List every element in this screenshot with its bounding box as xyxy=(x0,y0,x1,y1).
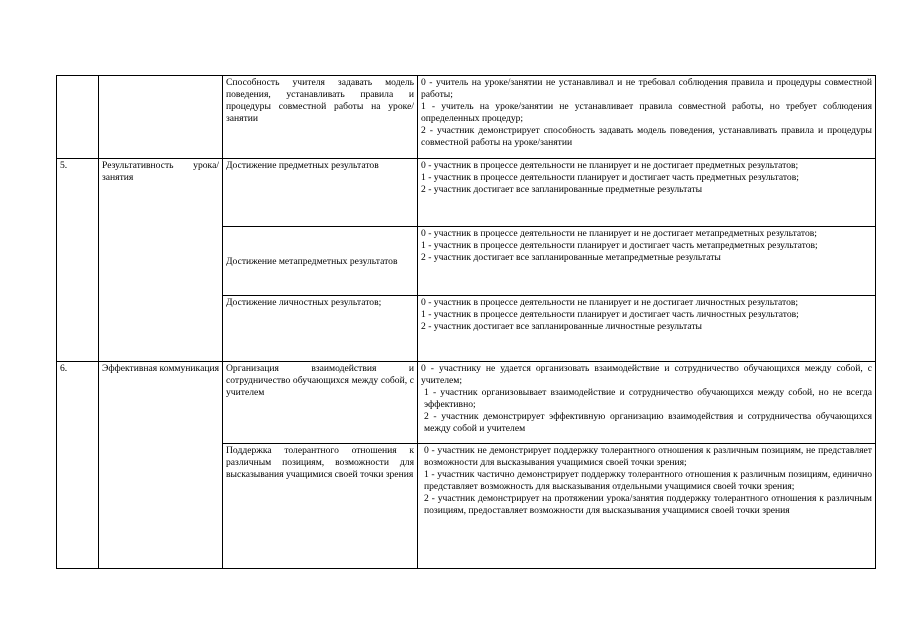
indicator-cell: Организация взаимодействия и сотрудничество обучающихся между собой, с учителем xyxy=(223,362,418,444)
level-2: 2 - участник достигает все запланированные личностные результаты xyxy=(421,321,702,332)
level-0: 0 - участник не демонстрирует поддержку толерантного отношения к различным позициям, не представляет возможности для высказывания учащимися своей точки зрения; xyxy=(424,445,872,468)
level-1: 1 - участник в процессе деятельности планирует и достигает часть метапредметных результатов; xyxy=(421,240,818,251)
level-2: 2 - участник демонстрирует эффективную организацию взаимодействия и сотрудничества обучающихся между собой и учителем xyxy=(424,411,872,434)
level-0: 0 - участник в процессе деятельности не планирует и не достигает личностных результатов; xyxy=(421,297,799,308)
level-2: 2 - участник достигает все запланированные предметные результаты xyxy=(421,184,703,195)
level-1: 1 - участник организовывает взаимодействие и сотрудничество обучающихся между собой, но не всегда эффективно; xyxy=(424,387,872,410)
row-number-cell: 6. xyxy=(57,362,99,569)
table-row xyxy=(57,76,876,159)
criterion-cell: Результативность урока/занятия xyxy=(99,159,223,362)
level-0: 0 - участник в процессе деятельности не планирует и не достигает метапредметных результатов; xyxy=(421,228,817,239)
level-1: 1 - участник частично демонстрирует поддержку толерантного отношения к различным позициям, единично представляет возможность для высказывания отдельными учащимися своей точки зрения; xyxy=(424,469,872,492)
levels-cell xyxy=(418,227,876,296)
criterion-cell: Эффективная коммуникация xyxy=(99,362,223,569)
levels-cell xyxy=(418,296,876,362)
table-row xyxy=(57,362,876,444)
criterion-cell xyxy=(99,76,223,159)
level-2: 2 - участник достигает все запланированные метапредметные результаты xyxy=(421,252,721,263)
indicator-cell: Поддержка толерантного отношения к различным позициям, возможности для высказывания учащимися своей точки зрения xyxy=(223,444,418,569)
indicator-cell: Достижение предметных результатов xyxy=(223,159,418,227)
table-row xyxy=(57,159,876,227)
level-0: 0 - участник в процессе деятельности не планирует и не достигает предметных результатов; xyxy=(421,160,799,171)
level-0: 0 - участнику не удается организовать взаимодействие и сотрудничество обучающихся между собой, с учителем; xyxy=(421,363,872,386)
indicator-cell: Способность учителя задавать модель поведения, устанавливать правила и процедуры совместной работы на уроке/занятии xyxy=(223,76,418,159)
level-0: 0 - учитель на уроке/занятии не устанавливал и не требовал соблюдения правила и процедуры совместной работы; xyxy=(421,77,872,100)
level-2: 2 - участник демонстрирует способность задавать модель поведения, устанавливать правила и процедуры совместной работы на уроке/занятии xyxy=(421,125,872,148)
levels-cell xyxy=(418,76,876,159)
level-2: 2 - участник демонстрирует на протяжении урока/занятия поддержку толерантного отношения к различным позициям, предоставляет возможности для высказывания учащимися своей точки зрения xyxy=(424,493,872,516)
level-1: 1 - участник в процессе деятельности планирует и достигает часть личностных результатов; xyxy=(421,309,799,320)
indicator-cell: Достижение метапредметных результатов xyxy=(223,227,418,296)
levels-cell xyxy=(418,362,876,444)
row-number-cell xyxy=(57,76,99,159)
row-number-cell: 5. xyxy=(57,159,99,362)
levels-cell xyxy=(418,444,876,569)
level-1: 1 - учитель на уроке/занятии не устанавливает правила совместной работы, но требует соблюдения определенных процедур; xyxy=(421,101,872,124)
levels-cell xyxy=(418,159,876,227)
indicator-cell: Достижение личностных результатов; xyxy=(223,296,418,362)
level-1: 1 - участник в процессе деятельности планирует и достигает часть предметных результатов; xyxy=(421,172,799,183)
criteria-table xyxy=(56,75,876,569)
